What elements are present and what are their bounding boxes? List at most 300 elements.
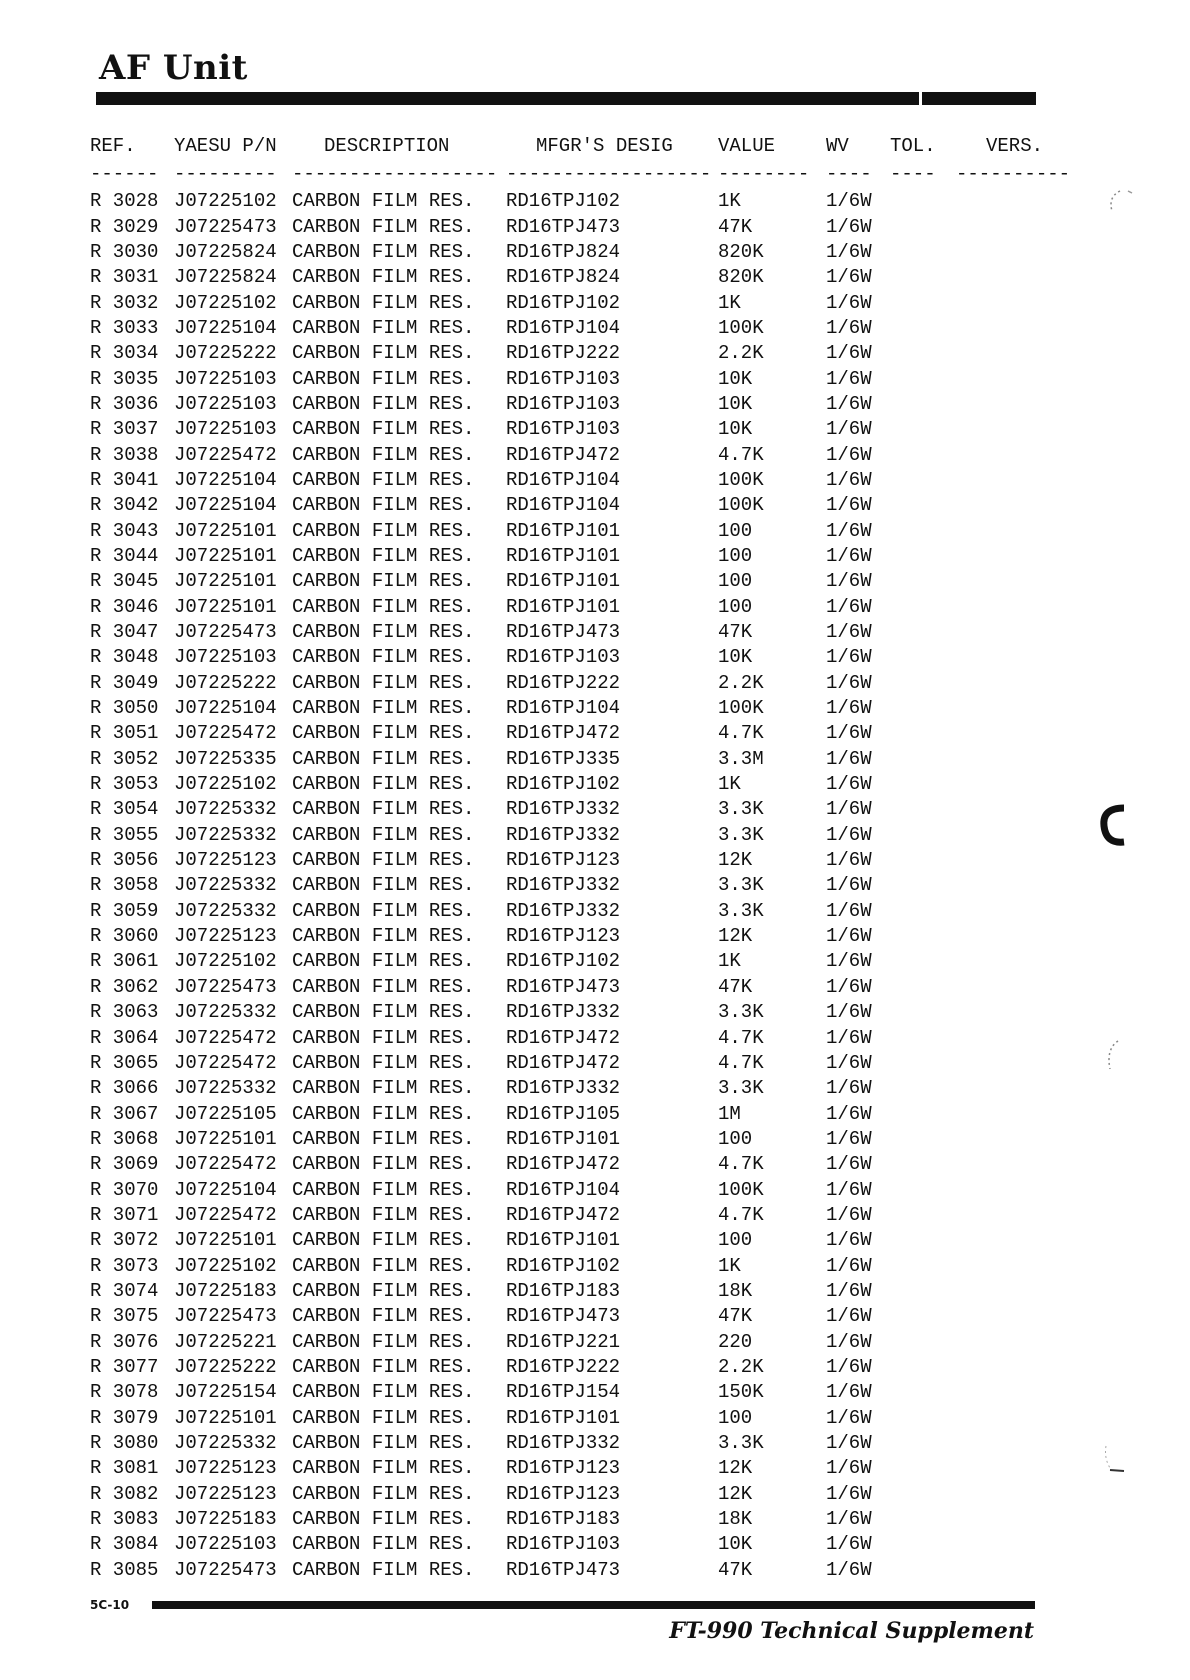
value-cell: 10K: [718, 367, 753, 390]
yaesu-pn-cell: J07225824: [174, 240, 277, 263]
ref-cell: R 3059: [90, 899, 159, 922]
yaesu-pn-cell: J07225472: [174, 1051, 277, 1074]
mfgr-desig-cell: RD16TPJ123: [506, 925, 621, 948]
mfgr-desig-cell: RD16TPJ473: [506, 621, 621, 644]
description-cell: CARBON FILM RES.: [292, 849, 475, 872]
value-cell: 4.7K: [718, 443, 764, 466]
yaesu-pn-cell: J07225102: [174, 291, 277, 314]
mfgr-desig-cell: RD16TPJ154: [506, 1381, 621, 1404]
ref-cell: R 3030: [90, 240, 159, 263]
table-row: [90, 1279, 1070, 1304]
yaesu-pn-cell: J07225101: [174, 1127, 277, 1150]
mfgr-desig-cell: RD16TPJ104: [506, 468, 621, 491]
description-cell: CARBON FILM RES.: [292, 1432, 475, 1455]
yaesu-pn-cell: J07225123: [174, 1482, 277, 1505]
table-row: [90, 214, 1070, 239]
description-cell: CARBON FILM RES.: [292, 1203, 475, 1226]
wv-cell: 1/6W: [826, 747, 872, 770]
mfgr-desig-cell: RD16TPJ102: [506, 1254, 621, 1277]
yaesu-pn-cell: J07225472: [174, 1026, 277, 1049]
ref-cell: R 3034: [90, 342, 159, 365]
ref-cell: R 3051: [90, 722, 159, 745]
wv-cell: 1/6W: [826, 1457, 872, 1480]
wv-cell: 1/6W: [826, 646, 872, 669]
ref-cell: R 3041: [90, 468, 159, 491]
tol-cell: [890, 1279, 956, 1304]
mfgr-desig-cell: RD16TPJ102: [506, 291, 621, 314]
table-row: [90, 1152, 1070, 1177]
ref-cell: R 3044: [90, 544, 159, 567]
ref-cell: R 3043: [90, 519, 159, 542]
wv-cell: 1/6W: [826, 671, 872, 694]
description-cell: CARBON FILM RES.: [292, 316, 475, 339]
mfgr-desig-cell: RD16TPJ332: [506, 1077, 621, 1100]
column-underline: ------------------: [506, 167, 712, 185]
mfgr-desig-cell: RD16TPJ103: [506, 367, 621, 390]
tol-cell: [890, 1203, 956, 1228]
vers-cell: [956, 1431, 1070, 1456]
description-cell: CARBON FILM RES.: [292, 570, 475, 593]
table-row: [90, 265, 1070, 290]
header-rule: [96, 92, 1036, 105]
ref-cell: R 3065: [90, 1051, 159, 1074]
tol-cell: [890, 797, 956, 822]
tol-cell: [890, 1329, 956, 1354]
tol-cell: [890, 823, 956, 848]
yaesu-pn-cell: J07225123: [174, 925, 277, 948]
tol-cell: [890, 848, 956, 873]
wv-cell: 1/6W: [826, 722, 872, 745]
vers-cell: [956, 1532, 1070, 1557]
tol-cell: [890, 493, 956, 518]
value-cell: 4.7K: [718, 722, 764, 745]
ref-cell: R 3078: [90, 1381, 159, 1404]
vers-cell: [956, 1406, 1070, 1431]
mfgr-desig-cell: RD16TPJ123: [506, 1482, 621, 1505]
wv-cell: 1/6W: [826, 1330, 872, 1353]
value-cell: 3.3K: [718, 1077, 764, 1100]
mfgr-desig-cell: RD16TPJ104: [506, 494, 621, 517]
tol-cell: [890, 1558, 956, 1583]
table-row: [90, 1456, 1070, 1481]
table-row: [90, 1406, 1070, 1431]
wv-cell: 1/6W: [826, 1508, 872, 1531]
vers-cell: [956, 848, 1070, 873]
table-row: [90, 1558, 1070, 1583]
binder-hole-mark: [1100, 185, 1160, 225]
description-cell: CARBON FILM RES.: [292, 1305, 475, 1328]
vers-cell: [956, 1507, 1070, 1532]
yaesu-pn-cell: J07225102: [174, 950, 277, 973]
tol-cell: [890, 544, 956, 569]
wv-cell: 1/6W: [826, 1432, 872, 1455]
yaesu-pn-cell: J07225104: [174, 1178, 277, 1201]
mfgr-desig-cell: RD16TPJ473: [506, 1305, 621, 1328]
ref-cell: R 3048: [90, 646, 159, 669]
yaesu-pn-cell: J07225104: [174, 316, 277, 339]
vers-cell: [956, 1101, 1070, 1126]
yaesu-pn-cell: J07225104: [174, 468, 277, 491]
description-cell: CARBON FILM RES.: [292, 266, 475, 289]
table-row: [90, 240, 1070, 265]
ref-cell: R 3072: [90, 1229, 159, 1252]
wv-cell: 1/6W: [826, 1127, 872, 1150]
tol-cell: [890, 645, 956, 670]
yaesu-pn-cell: J07225472: [174, 1153, 277, 1176]
value-cell: 100: [718, 1127, 753, 1150]
ref-cell: R 3067: [90, 1102, 159, 1125]
ref-cell: R 3074: [90, 1279, 159, 1302]
table-row: [90, 290, 1070, 315]
value-cell: 47K: [718, 621, 753, 644]
table-row: [90, 569, 1070, 594]
description-cell: CARBON FILM RES.: [292, 925, 475, 948]
mfgr-desig-cell: RD16TPJ101: [506, 1406, 621, 1429]
wv-cell: 1/6W: [826, 798, 872, 821]
vers-cell: [956, 468, 1070, 493]
ref-cell: R 3076: [90, 1330, 159, 1353]
vers-cell: [956, 747, 1070, 772]
vers-cell: [956, 1456, 1070, 1481]
tol-cell: [890, 1152, 956, 1177]
value-cell: 1K: [718, 773, 741, 796]
mfgr-desig-cell: RD16TPJ222: [506, 671, 621, 694]
table-row: [90, 873, 1070, 898]
description-cell: CARBON FILM RES.: [292, 1001, 475, 1024]
vers-cell: [956, 189, 1070, 214]
vers-cell: [956, 518, 1070, 543]
ref-cell: R 3064: [90, 1026, 159, 1049]
yaesu-pn-cell: J07225332: [174, 1077, 277, 1100]
value-cell: 4.7K: [718, 1153, 764, 1176]
wv-cell: 1/6W: [826, 1305, 872, 1328]
vers-cell: [956, 1380, 1070, 1405]
yaesu-pn-cell: J07225332: [174, 899, 277, 922]
yaesu-pn-cell: J07225183: [174, 1279, 277, 1302]
description-cell: CARBON FILM RES.: [292, 1406, 475, 1429]
table-row: [90, 772, 1070, 797]
yaesu-pn-cell: J07225473: [174, 1558, 277, 1581]
ref-cell: R 3075: [90, 1305, 159, 1328]
tol-cell: [890, 518, 956, 543]
yaesu-pn-cell: J07225103: [174, 367, 277, 390]
table-row: [90, 1355, 1070, 1380]
value-cell: 47K: [718, 215, 753, 238]
vers-cell: [956, 721, 1070, 746]
tol-cell: [890, 1406, 956, 1431]
yaesu-pn-cell: J07225101: [174, 544, 277, 567]
vers-cell: [956, 1482, 1070, 1507]
table-row: [90, 366, 1070, 391]
value-cell: 47K: [718, 1305, 753, 1328]
ref-cell: R 3045: [90, 570, 159, 593]
ref-cell: R 3029: [90, 215, 159, 238]
ref-cell: R 3063: [90, 1001, 159, 1024]
description-cell: CARBON FILM RES.: [292, 367, 475, 390]
tol-cell: [890, 747, 956, 772]
description-cell: CARBON FILM RES.: [292, 1558, 475, 1581]
yaesu-pn-cell: J07225473: [174, 1305, 277, 1328]
mfgr-desig-cell: RD16TPJ473: [506, 1558, 621, 1581]
tol-cell: [890, 620, 956, 645]
mfgr-desig-cell: RD16TPJ101: [506, 1229, 621, 1252]
page-title: AF Unit: [99, 48, 248, 88]
tol-cell: [890, 1000, 956, 1025]
tol-cell: [890, 899, 956, 924]
tol-cell: [890, 290, 956, 315]
table-row: [90, 721, 1070, 746]
mfgr-desig-cell: RD16TPJ103: [506, 392, 621, 415]
table-row: [90, 493, 1070, 518]
tol-cell: [890, 671, 956, 696]
table-row: [90, 1482, 1070, 1507]
tol-cell: [890, 468, 956, 493]
value-cell: 4.7K: [718, 1203, 764, 1226]
table-row: [90, 316, 1070, 341]
value-cell: 3.3K: [718, 1001, 764, 1024]
wv-cell: 1/6W: [826, 570, 872, 593]
yaesu-pn-cell: J07225473: [174, 621, 277, 644]
mfgr-desig-cell: RD16TPJ101: [506, 544, 621, 567]
mfgr-desig-cell: RD16TPJ332: [506, 1432, 621, 1455]
description-cell: CARBON FILM RES.: [292, 1254, 475, 1277]
ref-cell: R 3080: [90, 1432, 159, 1455]
mfgr-desig-cell: RD16TPJ332: [506, 874, 621, 897]
tol-cell: [890, 772, 956, 797]
column-underline: ----------: [956, 167, 1070, 185]
value-cell: 3.3K: [718, 798, 764, 821]
yaesu-pn-cell: J07225222: [174, 671, 277, 694]
tol-cell: [890, 1482, 956, 1507]
yaesu-pn-cell: J07225472: [174, 1203, 277, 1226]
value-cell: 18K: [718, 1508, 753, 1531]
yaesu-pn-cell: J07225104: [174, 494, 277, 517]
tol-cell: [890, 265, 956, 290]
yaesu-pn-cell: J07225105: [174, 1102, 277, 1125]
column-header-value: VALUE: [718, 135, 776, 157]
ref-cell: R 3054: [90, 798, 159, 821]
value-cell: 100: [718, 519, 753, 542]
description-cell: CARBON FILM RES.: [292, 1508, 475, 1531]
tol-cell: [890, 1532, 956, 1557]
value-cell: 3.3K: [718, 899, 764, 922]
mfgr-desig-cell: RD16TPJ332: [506, 899, 621, 922]
vers-cell: [956, 1177, 1070, 1202]
table-row: [90, 1253, 1070, 1278]
mfgr-desig-cell: RD16TPJ472: [506, 443, 621, 466]
mfgr-desig-cell: RD16TPJ472: [506, 1051, 621, 1074]
table-row: [90, 823, 1070, 848]
vers-cell: [956, 645, 1070, 670]
ref-cell: R 3062: [90, 975, 159, 998]
description-cell: CARBON FILM RES.: [292, 697, 475, 720]
wv-cell: 1/6W: [826, 342, 872, 365]
table-row: [90, 1507, 1070, 1532]
description-cell: CARBON FILM RES.: [292, 1026, 475, 1049]
tol-cell: [890, 949, 956, 974]
ref-cell: R 3053: [90, 773, 159, 796]
description-cell: CARBON FILM RES.: [292, 519, 475, 542]
wv-cell: 1/6W: [826, 1077, 872, 1100]
vers-cell: [956, 924, 1070, 949]
value-cell: 1K: [718, 291, 741, 314]
tol-cell: [890, 341, 956, 366]
value-cell: 100K: [718, 697, 764, 720]
vers-cell: [956, 823, 1070, 848]
tol-cell: [890, 1507, 956, 1532]
tol-cell: [890, 595, 956, 620]
tol-cell: [890, 316, 956, 341]
wv-cell: 1/6W: [826, 519, 872, 542]
ref-cell: R 3049: [90, 671, 159, 694]
description-cell: CARBON FILM RES.: [292, 443, 475, 466]
column-underline: ----: [890, 167, 936, 185]
mfgr-desig-cell: RD16TPJ472: [506, 1026, 621, 1049]
mfgr-desig-cell: RD16TPJ332: [506, 823, 621, 846]
table-row: [90, 392, 1070, 417]
description-cell: CARBON FILM RES.: [292, 1077, 475, 1100]
yaesu-pn-cell: J07225472: [174, 722, 277, 745]
wv-cell: 1/6W: [826, 291, 872, 314]
vers-cell: [956, 1203, 1070, 1228]
mfgr-desig-cell: RD16TPJ332: [506, 798, 621, 821]
mfgr-desig-cell: RD16TPJ472: [506, 722, 621, 745]
ref-cell: R 3071: [90, 1203, 159, 1226]
description-cell: CARBON FILM RES.: [292, 874, 475, 897]
table-row: [90, 797, 1070, 822]
value-cell: 10K: [718, 1533, 753, 1556]
table-row: [90, 1025, 1070, 1050]
description-cell: CARBON FILM RES.: [292, 468, 475, 491]
description-cell: CARBON FILM RES.: [292, 190, 475, 213]
column-header-vers: VERS.: [986, 135, 1044, 157]
yaesu-pn-cell: J07225101: [174, 1406, 277, 1429]
binder-hole-mark: [1100, 1440, 1140, 1480]
ref-cell: R 3085: [90, 1558, 159, 1581]
table-row: [90, 848, 1070, 873]
description-cell: CARBON FILM RES.: [292, 544, 475, 567]
description-cell: CARBON FILM RES.: [292, 342, 475, 365]
column-header-mfgr-desig: MFGR'S DESIG: [536, 135, 673, 157]
ref-cell: R 3061: [90, 950, 159, 973]
description-cell: CARBON FILM RES.: [292, 1229, 475, 1252]
description-cell: CARBON FILM RES.: [292, 823, 475, 846]
yaesu-pn-cell: J07225101: [174, 570, 277, 593]
table-row: [90, 442, 1070, 467]
vers-cell: [956, 1076, 1070, 1101]
wv-cell: 1/6W: [826, 1153, 872, 1176]
vers-cell: [956, 1228, 1070, 1253]
parts-table-body: [90, 189, 1070, 1583]
description-cell: CARBON FILM RES.: [292, 773, 475, 796]
mfgr-desig-cell: RD16TPJ221: [506, 1330, 621, 1353]
value-cell: 100K: [718, 468, 764, 491]
description-cell: CARBON FILM RES.: [292, 494, 475, 517]
page-number: 5C-10: [90, 1598, 130, 1612]
value-cell: 820K: [718, 266, 764, 289]
table-row: [90, 595, 1070, 620]
description-cell: CARBON FILM RES.: [292, 1178, 475, 1201]
tol-cell: [890, 240, 956, 265]
mfgr-desig-cell: RD16TPJ102: [506, 190, 621, 213]
vers-cell: [956, 873, 1070, 898]
mfgr-desig-cell: RD16TPJ102: [506, 773, 621, 796]
value-cell: 100: [718, 1229, 753, 1252]
yaesu-pn-cell: J07225473: [174, 215, 277, 238]
vers-cell: [956, 417, 1070, 442]
yaesu-pn-cell: J07225183: [174, 1508, 277, 1531]
vers-cell: [956, 544, 1070, 569]
ref-cell: R 3036: [90, 392, 159, 415]
wv-cell: 1/6W: [826, 1533, 872, 1556]
tol-cell: [890, 873, 956, 898]
ref-cell: R 3035: [90, 367, 159, 390]
wv-cell: 1/6W: [826, 1558, 872, 1581]
wv-cell: 1/6W: [826, 316, 872, 339]
wv-cell: 1/6W: [826, 544, 872, 567]
tol-cell: [890, 214, 956, 239]
table-row: [90, 975, 1070, 1000]
yaesu-pn-cell: J07225332: [174, 1432, 277, 1455]
table-row: [90, 1203, 1070, 1228]
table-row: [90, 620, 1070, 645]
vers-cell: [956, 392, 1070, 417]
vers-cell: [956, 265, 1070, 290]
value-cell: 10K: [718, 392, 753, 415]
tol-cell: [890, 1177, 956, 1202]
tol-cell: [890, 1051, 956, 1076]
tol-cell: [890, 1431, 956, 1456]
description-cell: CARBON FILM RES.: [292, 418, 475, 441]
ref-cell: R 3052: [90, 747, 159, 770]
ref-cell: R 3077: [90, 1355, 159, 1378]
value-cell: 220: [718, 1330, 753, 1353]
description-cell: CARBON FILM RES.: [292, 646, 475, 669]
description-cell: CARBON FILM RES.: [292, 1381, 475, 1404]
description-cell: CARBON FILM RES.: [292, 747, 475, 770]
value-cell: 10K: [718, 418, 753, 441]
description-cell: CARBON FILM RES.: [292, 240, 475, 263]
wv-cell: 1/6W: [826, 874, 872, 897]
mfgr-desig-cell: RD16TPJ123: [506, 849, 621, 872]
ref-cell: R 3066: [90, 1077, 159, 1100]
tol-cell: [890, 1253, 956, 1278]
vers-cell: [956, 1025, 1070, 1050]
yaesu-pn-cell: J07225102: [174, 1254, 277, 1277]
value-cell: 47K: [718, 1558, 753, 1581]
table-row: [90, 189, 1070, 214]
wv-cell: 1/6W: [826, 443, 872, 466]
table-row: [90, 747, 1070, 772]
ref-cell: R 3060: [90, 925, 159, 948]
value-cell: 4.7K: [718, 1026, 764, 1049]
ref-cell: R 3068: [90, 1127, 159, 1150]
ref-cell: R 3082: [90, 1482, 159, 1505]
value-cell: 100: [718, 570, 753, 593]
tol-cell: [890, 442, 956, 467]
wv-cell: 1/6W: [826, 1051, 872, 1074]
mfgr-desig-cell: RD16TPJ332: [506, 1001, 621, 1024]
yaesu-pn-cell: J07225123: [174, 1457, 277, 1480]
yaesu-pn-cell: J07225222: [174, 342, 277, 365]
vers-cell: [956, 1253, 1070, 1278]
vers-cell: [956, 1558, 1070, 1583]
description-cell: CARBON FILM RES.: [292, 621, 475, 644]
yaesu-pn-cell: J07225335: [174, 747, 277, 770]
yaesu-pn-cell: J07225101: [174, 1229, 277, 1252]
vers-cell: [956, 620, 1070, 645]
tol-cell: [890, 1456, 956, 1481]
